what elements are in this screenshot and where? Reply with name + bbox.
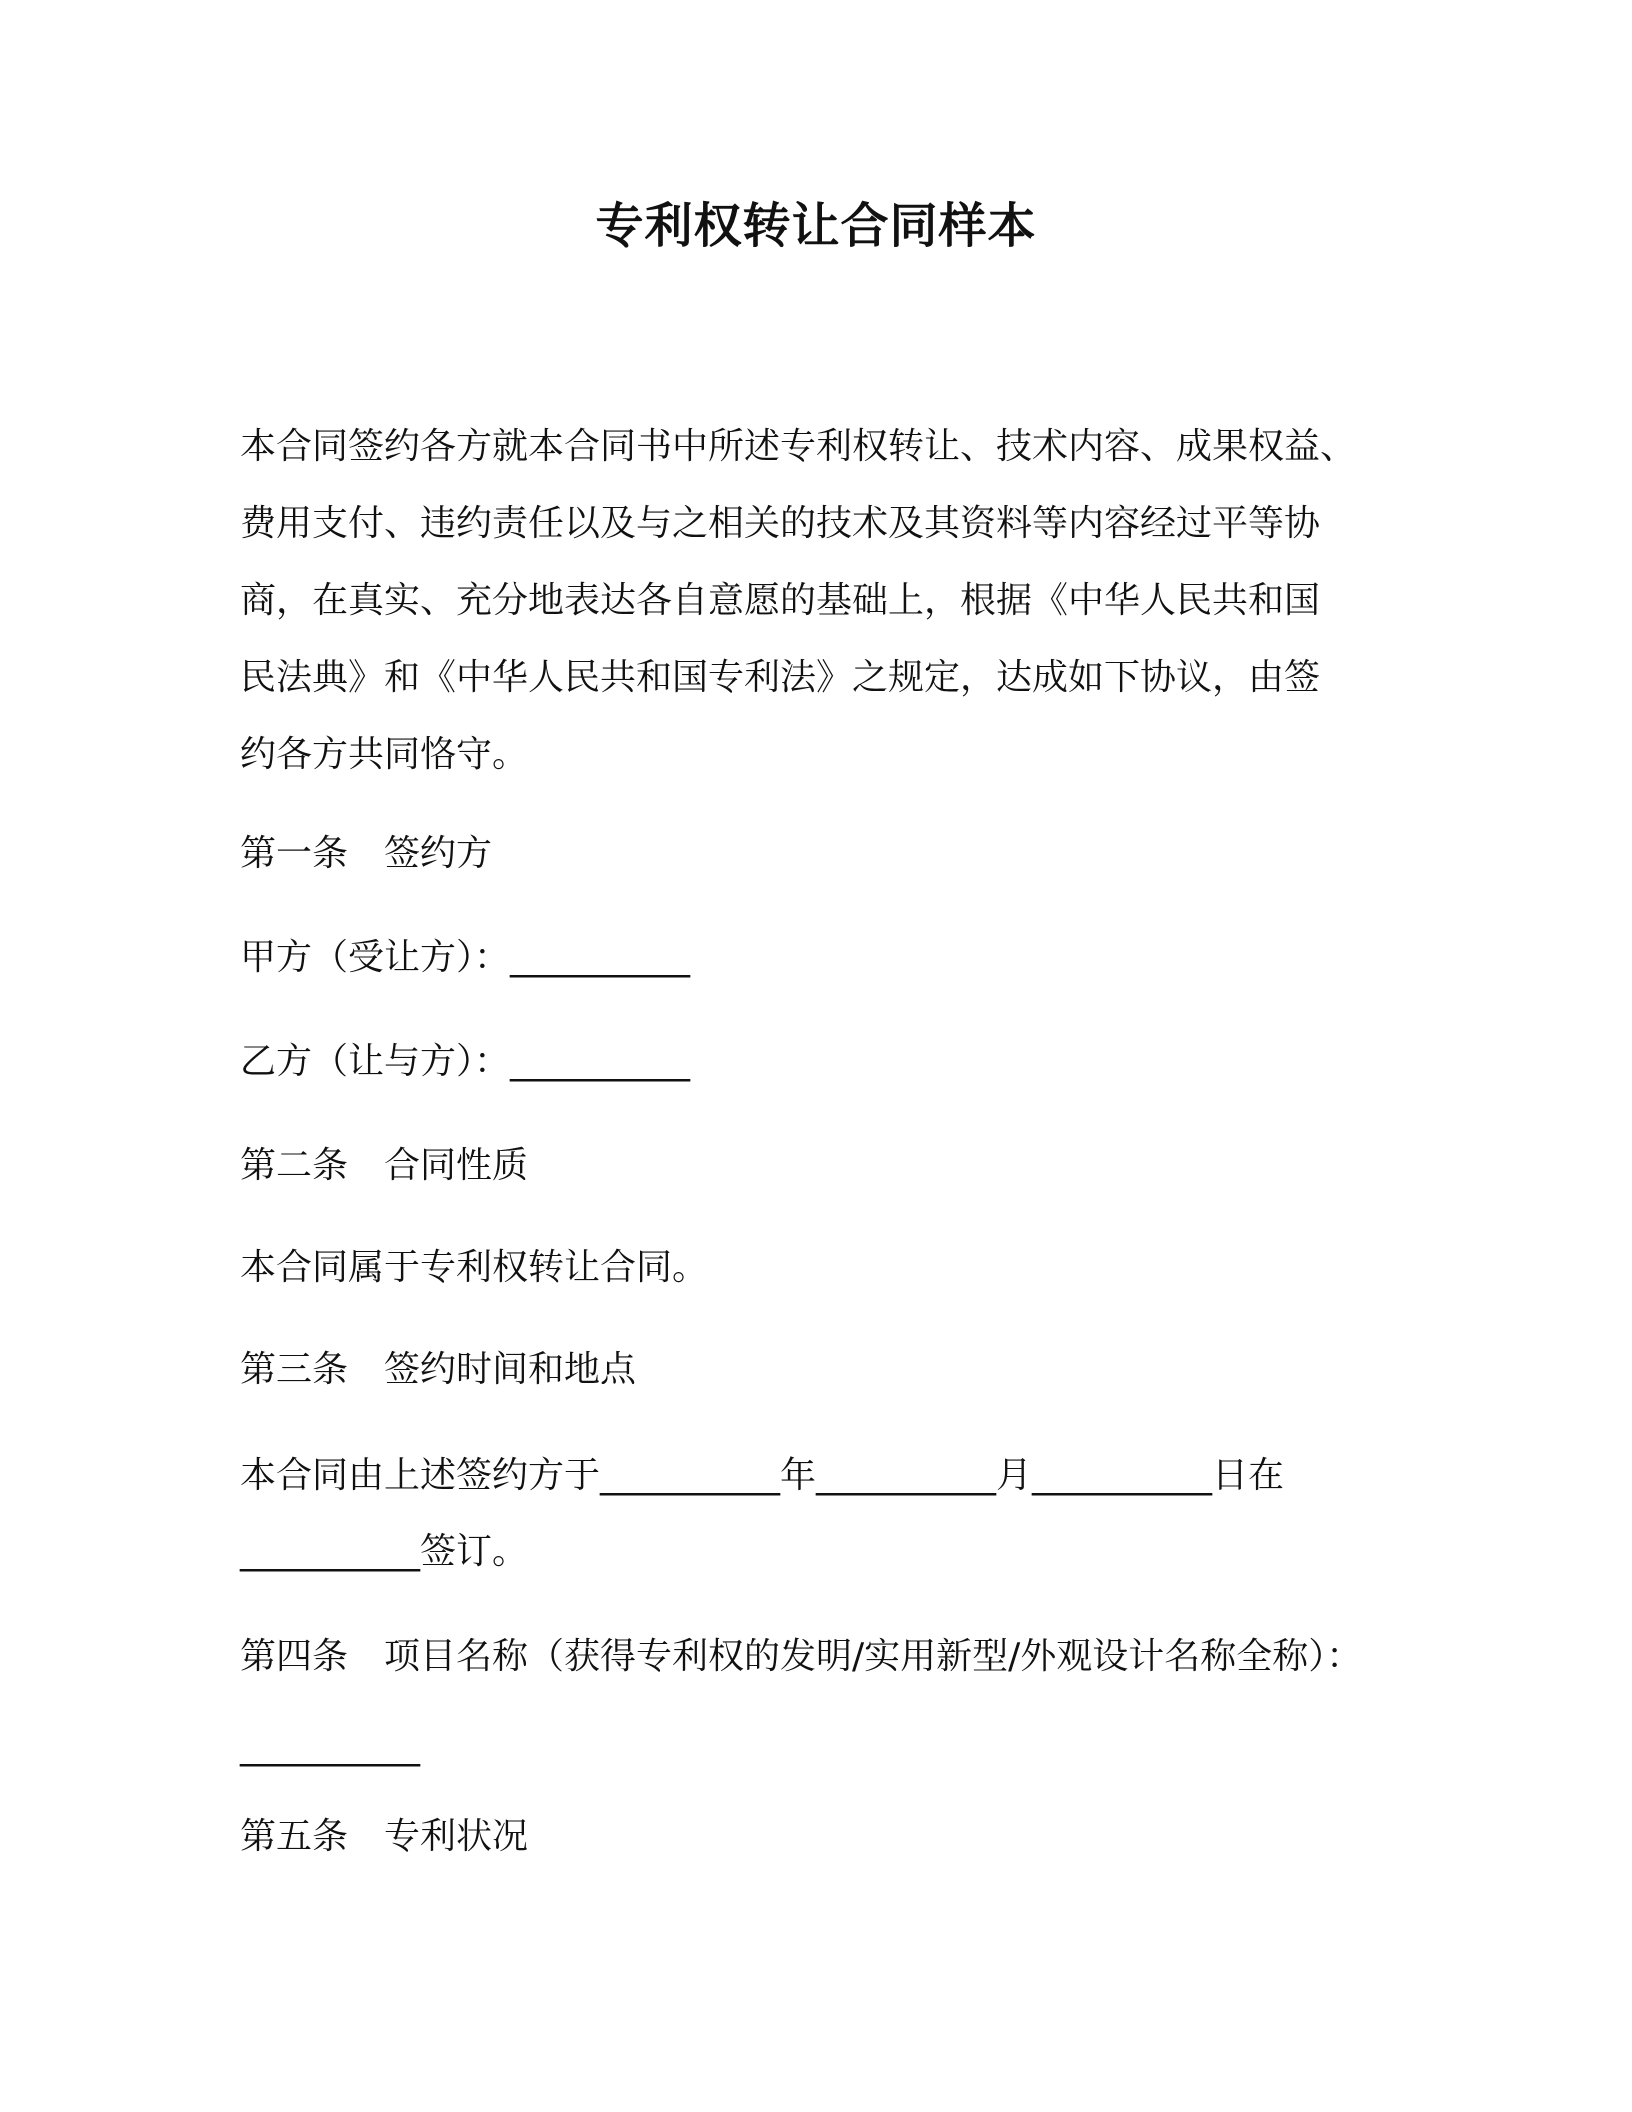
article-title: 签约方 <box>384 833 493 874</box>
preamble-line: 约各方共同恪守。 <box>240 734 529 775</box>
article-title: 合同性质 <box>384 1145 529 1186</box>
article-title: 项目名称（获得专利权的发明/实用新型/外观设计名称全称）： <box>384 1636 1363 1677</box>
article-number: 第四条 <box>240 1636 349 1677</box>
article-number: 第五条 <box>240 1816 349 1857</box>
party-b-line: 乙方（让与方）：__________ <box>240 1041 691 1082</box>
preamble-line: 本合同签约各方就本合同书中所述专利权转让、技术内容、成果权益、 <box>240 426 1357 467</box>
article-2-heading <box>240 1141 528 1191</box>
article-4-blank: __________ <box>240 1726 420 1767</box>
article-5-heading <box>240 1812 528 1862</box>
article-3-text-line1: 本合同由上述签约方于__________年__________月__________日在 <box>240 1455 1285 1496</box>
article-1-heading <box>240 829 492 879</box>
article-number: 第三条 <box>240 1349 349 1390</box>
party-a-line: 甲方（受让方）：__________ <box>240 937 691 978</box>
preamble-line: 民法典》和《中华人民共和国专利法》之规定，达成如下协议，由签 <box>240 657 1321 698</box>
preamble-line: 费用支付、违约责任以及与之相关的技术及其资料等内容经过平等协 <box>240 503 1321 544</box>
document-title: 专利权转让合同样本 <box>595 198 1037 254</box>
article-4-heading <box>240 1632 1362 1682</box>
article-3-heading <box>240 1345 636 1395</box>
article-number: 第二条 <box>240 1145 349 1186</box>
article-title: 签约时间和地点 <box>384 1349 637 1390</box>
article-3-text-line2: __________签订。 <box>240 1531 529 1572</box>
article-number: 第一条 <box>240 833 349 874</box>
article-2-text: 本合同属于专利权转让合同。 <box>240 1247 709 1288</box>
article-title: 专利状况 <box>384 1816 529 1857</box>
preamble-line: 商，在真实、充分地表达各自意愿的基础上，根据《中华人民共和国 <box>240 580 1321 621</box>
preamble-paragraph <box>240 408 1440 793</box>
